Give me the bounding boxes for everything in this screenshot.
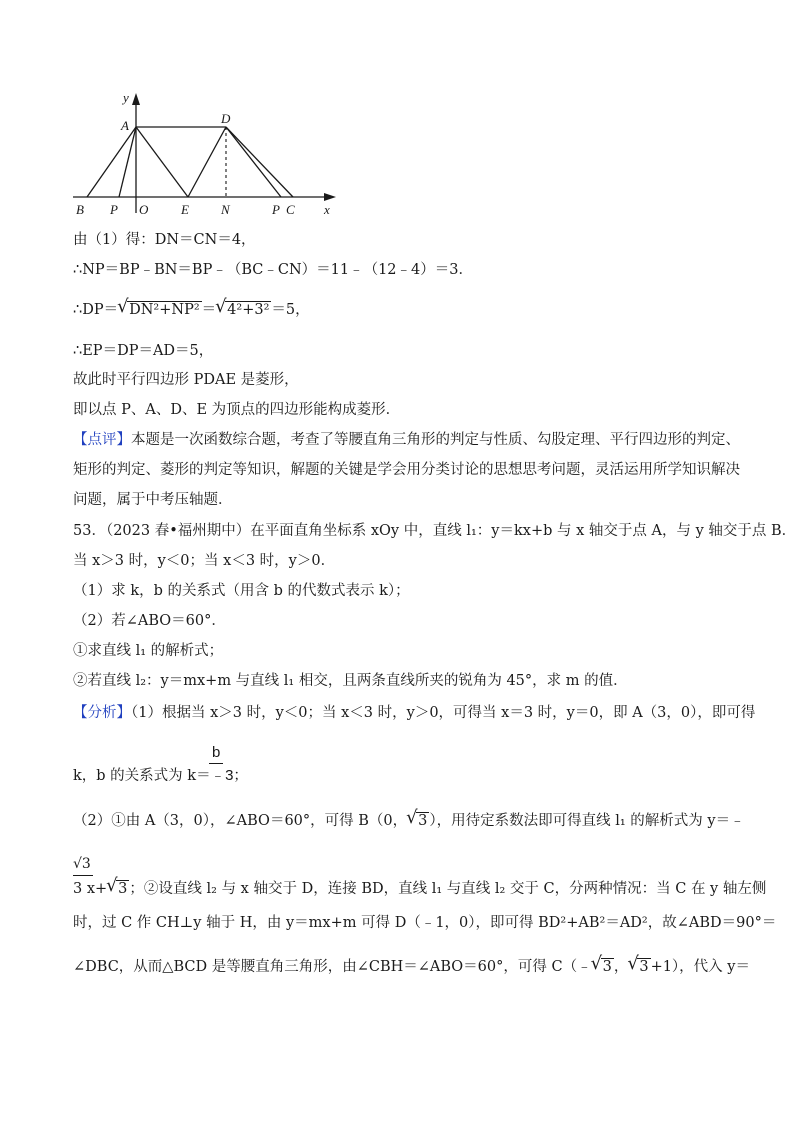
problem-line-6: ②若直线 l₂：y＝mx+m 与直线 l₁ 相交，且两条直线所夹的锐角为 45°，求 m 的值． bbox=[73, 673, 628, 689]
label-A: A bbox=[121, 118, 129, 133]
solution-line-3 bbox=[73, 300, 310, 320]
solution-line-6: 即以点 P、A、D、E 为顶点的四边形能构成菱形． bbox=[73, 402, 401, 418]
x-axis-arrow bbox=[324, 193, 336, 201]
solution-line-5: 故此时平行四边形 PDAE 是菱形， bbox=[73, 372, 299, 388]
segment-AE bbox=[136, 127, 188, 197]
problem-line-2: 当 x＞3 时，y＜0；当 x＜3 时，y＞0． bbox=[73, 553, 336, 569]
comment-line-3: 问题，属于中考压轴题． bbox=[73, 492, 233, 508]
analysis-line-2: k，b 的关系式为 k＝﹣3； bbox=[73, 767, 248, 784]
problem-line-3: （1）求 k，b 的关系式（用含 b 的代数式表示 k）； bbox=[73, 583, 410, 599]
sqrt-3-c: √ 3 bbox=[592, 957, 614, 977]
solution-line-2: ∴NP＝BP﹣BN＝BP﹣（BC﹣CN）＝11﹣（12﹣4）＝3． bbox=[73, 262, 473, 278]
label-O: O bbox=[139, 202, 149, 217]
label-E: E bbox=[181, 202, 189, 217]
sqrt-3-b: √ 3 bbox=[107, 879, 129, 899]
label-B: B bbox=[76, 202, 84, 217]
segment-DP bbox=[226, 127, 281, 197]
solution-line-4: ∴EP＝DP＝AD＝5， bbox=[73, 343, 214, 359]
segment-DE bbox=[188, 127, 226, 197]
analysis-line-4: 3 x+√ 3 ；②设直线 l₂ 与 x 轴交于 D，连接 BD，直线 l₁ 与直线 l₂ 交于 C，分两种情况：当 C 在 y 轴左侧 bbox=[73, 879, 766, 899]
comment-line-2: 矩形的判定、菱形的判定等知识，解题的关键是学会用分类讨论的思想思考问题，灵活运用所学知识解决 bbox=[73, 462, 740, 478]
comment-tag: 【点评】 bbox=[73, 432, 131, 448]
solution-line-1: 由（1）得：DN＝CN＝4， bbox=[73, 232, 256, 248]
sqrt-3: √ 3 bbox=[407, 811, 429, 831]
equals-5: ＝5， bbox=[271, 302, 310, 318]
segment-AB bbox=[87, 127, 136, 197]
problem-line-5: ①求直线 l₁ 的解析式； bbox=[73, 643, 224, 659]
geometry-figure bbox=[70, 88, 340, 220]
problem-line-1: 53．（2023 春•福州期中）在平面直角坐标系 xOy 中，直线 l₁：y＝kx+b 与 x 轴交于点 A，与 y 轴交于点 B． bbox=[73, 523, 797, 539]
analysis-tag: 【分析】 bbox=[73, 705, 131, 721]
fraction-b-numerator: b bbox=[212, 744, 221, 761]
sqrt-3-d: √ 3 bbox=[628, 957, 650, 977]
label-P-right: P bbox=[272, 202, 280, 217]
equals: ＝ bbox=[201, 302, 217, 318]
segment-DC bbox=[226, 127, 293, 197]
label-C: C bbox=[286, 202, 295, 217]
y-axis-arrow bbox=[132, 93, 140, 105]
analysis-line-3: （2）①由 A（3，0），∠ABO＝60°，可得 B（0，√ 3 ），用待定系数法即可得直线 l₁ 的解析式为 y＝﹣ bbox=[73, 811, 745, 831]
sqrt-dn-np: √ DN²+NP² bbox=[118, 300, 202, 320]
analysis-line-1: 【分析】（1）根据当 x＞3 时，y＜0；当 x＜3 时，y＞0，可得当 x＝3 时，y＝0，即 A（3，0），即可得 bbox=[73, 705, 756, 721]
fraction-sqrt3-numerator: √3 bbox=[73, 856, 91, 872]
label-x: x bbox=[324, 202, 330, 217]
label-D: D bbox=[221, 111, 231, 126]
label-P-left: P bbox=[110, 202, 118, 217]
problem-line-4: （2）若∠ABO＝60°． bbox=[73, 613, 226, 629]
analysis-line-5: 时，过 C 作 CH⊥y 轴于 H，由 y＝mx+m 可得 D（﹣1，0），即可得 BD²+AB²＝AD²，故∠ABD＝90°＝ bbox=[73, 915, 777, 931]
analysis-line-6: ∠DBC，从而△BCD 是等腰直角三角形，由∠CBH＝∠ABO＝60°，可得 C（﹣√ 3 ，√ 3 +1），代入 y＝ bbox=[73, 957, 750, 977]
fraction-bar bbox=[209, 763, 223, 764]
fraction-sqrt3-bar bbox=[73, 875, 93, 876]
label-N: N bbox=[221, 202, 230, 217]
dp-prefix: ∴DP＝ bbox=[73, 302, 119, 318]
comment-line-1: 【点评】本题是一次函数综合题，考查了等腰直角三角形的判定与性质、勾股定理、平行四边形的判定、 bbox=[73, 432, 740, 448]
sqrt-4-3: √ 4²+3² bbox=[216, 300, 271, 320]
fraction-b-denominator: 3 bbox=[225, 767, 234, 784]
label-y: y bbox=[123, 90, 129, 105]
segment-AP bbox=[119, 127, 136, 197]
